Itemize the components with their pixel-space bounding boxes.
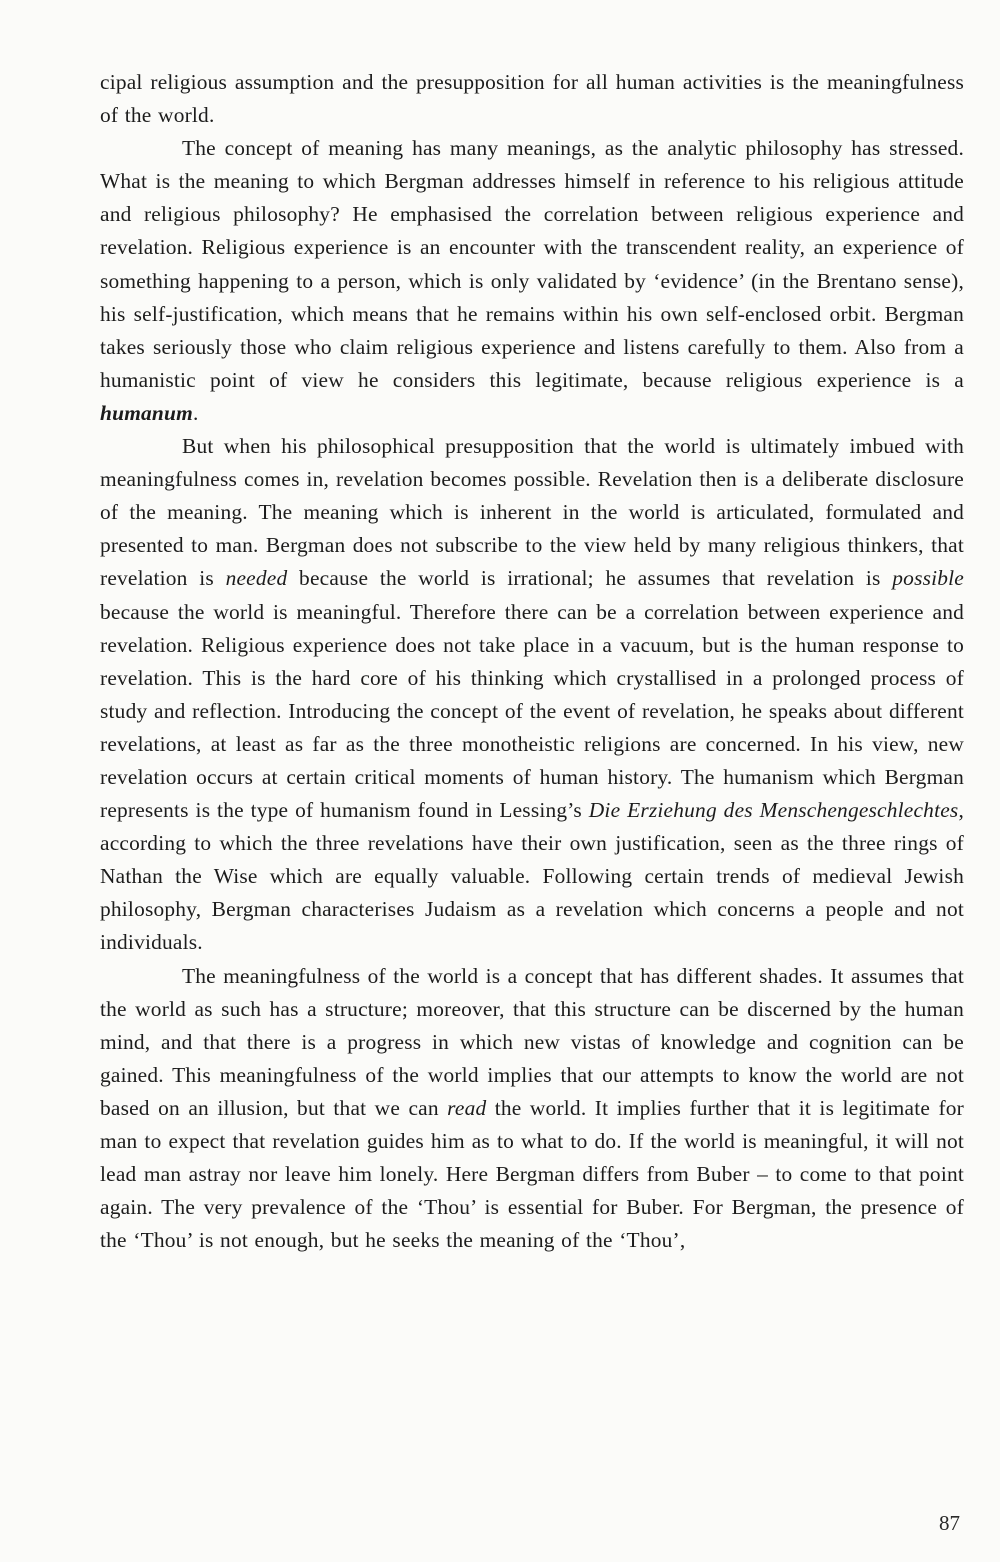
paragraph	[100, 132, 964, 430]
emphasized-text: needed	[225, 566, 288, 591]
paragraph	[100, 66, 964, 132]
text-flow	[100, 66, 964, 1257]
emphasized-text: humanum	[100, 400, 193, 425]
paragraph	[100, 430, 964, 960]
page-number: 87	[939, 1511, 960, 1535]
page-body	[100, 66, 964, 1257]
text-run: because the world is irrational; he assumes that revelation is	[287, 566, 893, 591]
emphasized-text: read	[447, 1095, 487, 1120]
text-run: But when his philosophical presupposition that the world is ultimately imbued with meaningfulness comes in, revelation becomes possible. Revelation then is a deliberate disclosure of the meaning. The meaning which is inherent in the world is articulated, formulated and presented to man. Bergman does not subscribe to the view held by many religious thinkers, that revelation is	[100, 434, 964, 591]
text-run: cipal religious assumption and the presupposition for all human activities is the meaningfulness of the world.	[100, 70, 964, 128]
text-run: The concept of meaning has many meanings, as the analytic philosophy has stressed. What is the meaning to which Bergman addresses himself in reference to his religious attitude and religious philosophy? He emphasised the correlation between religious experience and revelation. Religious experience is an encounter with the transcendent reality, an experience of something happening to a person, which is only validated by ‘evidence’ (in the Brentano sense), his self-justification, which means that he remains within his own self-enclosed orbit. Bergman takes seriously those who claim religious experience and listens carefully to them. Also from a humanistic point of view he considers this legitimate, because religious experience is a	[100, 136, 964, 392]
text-run: , according to which the three revelations have their own justification, seen as the three rings of Nathan the Wise which are equally valuable. Following certain trends of medieval Jewish philosophy, Bergman characterises Judaism as a revelation which concerns a people and not individuals.	[100, 798, 964, 955]
emphasized-text: possible	[892, 566, 964, 591]
emphasized-text: Die Erziehung des Menschengeschlechtes	[588, 798, 959, 823]
text-run: The meaningfulness of the world is a concept that has different shades. It assumes that the world as such has a structure; moreover, that this structure can be discerned by the human mind, and that there is a progress in which new vistas of knowledge and cognition can be gained. This meaningfulness of the world implies that our attempts to know the world are not based on an illusion, but that we can	[100, 963, 964, 1120]
text-run: the world. It implies further that it is legitimate for man to expect that revelation guides him as to what to do. If the world is meaningful, it will not lead man astray nor leave him lonely. Here Bergman differs from Buber – to come to that point again. The very prevalence of the ‘Thou’ is essential for Buber. For Bergman, the presence of the ‘Thou’ is not enough, but he seeks the meaning of the ‘Thou’,	[100, 1095, 964, 1253]
text-run: .	[192, 400, 199, 425]
text-run: because the world is meaningful. Therefore there can be a correlation between experience and revelation. Religious experience does not take place in a vacuum, but is the human response to revelation. This is the hard core of his thinking which crystallised in a prolonged process of study and reflection. Introducing the concept of the event of revelation, he speaks about different revelations, at least as far as the three monotheistic religions are concerned. In his view, new revelation occurs at certain critical moments of human history. The humanism which Bergman represents is the type of humanism found in Lessing’s	[100, 599, 964, 823]
paragraph	[100, 960, 964, 1258]
